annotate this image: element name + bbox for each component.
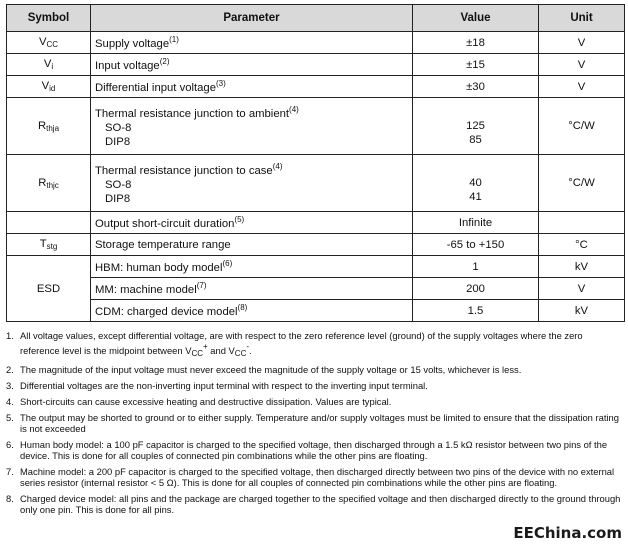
value-cell: 1 bbox=[413, 256, 539, 278]
unit-cell: °C/W bbox=[539, 155, 625, 212]
footnote-number: 3. bbox=[6, 380, 14, 391]
footnote-text: Differential voltages are the non-inverting input terminal with respect to the inverting input terminal. bbox=[20, 380, 428, 391]
symbol-cell bbox=[7, 54, 91, 76]
unit-cell: °C bbox=[539, 234, 625, 256]
parameter-cell bbox=[91, 54, 413, 76]
symbol: R bbox=[38, 176, 47, 189]
parameter-cell bbox=[91, 212, 413, 234]
footnote-ref: (8) bbox=[237, 303, 248, 312]
table-row-esd-mm bbox=[7, 278, 625, 300]
parameter-cell: Storage temperature range bbox=[91, 234, 413, 256]
package-label: SO-8 bbox=[105, 122, 132, 134]
footnote-number: 1. bbox=[6, 330, 14, 341]
footnote-ref: (4) bbox=[289, 105, 299, 114]
table-row-vcc bbox=[7, 32, 625, 54]
unit-cell: kV bbox=[539, 300, 625, 322]
symbol: T bbox=[39, 238, 47, 250]
parameter-text: CDM: charged device model bbox=[95, 306, 238, 318]
footnote-text: Short-circuits can cause excessive heating and destructive dissipation. Values are typical. bbox=[20, 396, 392, 407]
symbol-subscript: thjc bbox=[46, 180, 59, 190]
symbol-subscript: CC bbox=[46, 40, 59, 49]
symbol-subscript: i bbox=[51, 62, 54, 71]
value-so8: 40 bbox=[469, 177, 482, 189]
header-unit: Unit bbox=[539, 5, 625, 32]
symbol: V bbox=[43, 58, 52, 70]
value-cell bbox=[413, 98, 539, 155]
symbol-cell bbox=[7, 76, 91, 98]
footnote-ref: (2) bbox=[159, 57, 170, 66]
table-row-esd-hbm bbox=[7, 256, 625, 278]
symbol-subscript: stg bbox=[46, 242, 58, 251]
footnote-2 bbox=[6, 364, 622, 375]
watermark: EEChina.com bbox=[513, 524, 622, 542]
symbol-cell-esd: ESD bbox=[7, 256, 91, 322]
symbol-cell bbox=[7, 32, 91, 54]
table-row-esd-cdm bbox=[7, 300, 625, 322]
header-symbol: Symbol bbox=[7, 5, 91, 32]
parameter-text: Input voltage bbox=[95, 60, 160, 72]
unit-cell: kV bbox=[539, 256, 625, 278]
parameter-cell bbox=[91, 256, 413, 278]
footnote-number: 8. bbox=[6, 493, 14, 504]
symbol-subscript: thja bbox=[46, 123, 60, 133]
footnote-number: 6. bbox=[6, 439, 14, 450]
footnote-text: Machine model: a 200 pF capacitor is charged to the specified voltage, then discharged directly between two pins of the device with no external series resistor (internal resistor < 5 Ω). This is done for all couples of connected pin combinations while the other pins are floating. bbox=[20, 466, 615, 488]
table-row-rthja bbox=[7, 98, 625, 155]
value-cell: 1.5 bbox=[413, 300, 539, 322]
parameter-cell bbox=[91, 278, 413, 300]
parameter-text: MM: machine model bbox=[95, 284, 197, 296]
value-dip8: 85 bbox=[469, 134, 482, 146]
package-label: DIP8 bbox=[105, 193, 131, 205]
table-row-tstg bbox=[7, 234, 625, 256]
value-so8: 125 bbox=[466, 120, 485, 132]
value-dip8: 41 bbox=[469, 191, 482, 203]
table-row-rthjc bbox=[7, 155, 625, 212]
value-cell: 200 bbox=[413, 278, 539, 300]
parameter-cell bbox=[91, 300, 413, 322]
parameter-text: HBM: human body model bbox=[95, 262, 223, 274]
footnote-number: 4. bbox=[6, 396, 14, 407]
parameter-cell bbox=[91, 155, 413, 212]
symbol-subscript: id bbox=[49, 84, 56, 93]
parameter-text: Output short-circuit duration bbox=[95, 218, 235, 230]
symbol-cell bbox=[7, 155, 91, 212]
footnote-4 bbox=[6, 396, 622, 407]
value-cell: ±15 bbox=[413, 54, 539, 76]
value-cell: ±18 bbox=[413, 32, 539, 54]
value-cell: -65 to +150 bbox=[413, 234, 539, 256]
parameter-cell bbox=[91, 98, 413, 155]
table-row-short-circuit bbox=[7, 212, 625, 234]
unit-cell: V bbox=[539, 278, 625, 300]
footnote-5 bbox=[6, 412, 622, 434]
footnotes bbox=[6, 330, 622, 520]
parameter-cell bbox=[91, 32, 413, 54]
table-row-vid bbox=[7, 76, 625, 98]
value-cell: ±30 bbox=[413, 76, 539, 98]
absolute-maximum-ratings-table bbox=[6, 4, 625, 322]
footnote-6 bbox=[6, 439, 622, 461]
footnote-number: 2. bbox=[6, 364, 14, 375]
symbol: V bbox=[38, 36, 47, 48]
symbol-cell bbox=[7, 98, 91, 155]
footnote-number: 7. bbox=[6, 466, 14, 477]
unit-cell: V bbox=[539, 54, 625, 76]
unit-cell bbox=[539, 212, 625, 234]
parameter-cell bbox=[91, 76, 413, 98]
unit-cell: V bbox=[539, 32, 625, 54]
symbol: R bbox=[37, 119, 47, 132]
package-label: DIP8 bbox=[105, 136, 131, 148]
footnote-8 bbox=[6, 493, 622, 515]
symbol-cell bbox=[7, 234, 91, 256]
unit-cell: V bbox=[539, 76, 625, 98]
parameter-text: Thermal resistance junction to case bbox=[95, 165, 273, 177]
header-value: Value bbox=[413, 5, 539, 32]
symbol-cell bbox=[7, 212, 91, 234]
unit-cell: °C/W bbox=[539, 98, 625, 155]
value-cell bbox=[413, 155, 539, 212]
parameter-text: Differential input voltage bbox=[95, 82, 216, 94]
footnote-text: Charged device model: all pins and the package are charged together to the specified voltage and then discharged directly to the ground through only one pin. This is done for all pins. bbox=[20, 493, 621, 515]
parameter-text: Thermal resistance junction to ambient bbox=[95, 108, 290, 120]
footnote-number: 5. bbox=[6, 412, 14, 423]
footnote-7 bbox=[6, 466, 622, 488]
footnote-text: The output may be shorted to ground or to either supply. Temperature and/or supply voltages must be limited to ensure that the dissipation rating is not exceeded bbox=[20, 412, 619, 434]
footnote-ref: (7) bbox=[196, 281, 207, 290]
footnote-1 bbox=[6, 330, 622, 359]
table-header-row bbox=[7, 5, 625, 32]
footnote-ref: (4) bbox=[272, 162, 283, 171]
footnote-text: The magnitude of the input voltage must never exceed the magnitude of the supply voltage or 15 volts, whichever is less. bbox=[20, 364, 522, 375]
footnote-ref: (5) bbox=[234, 215, 245, 224]
footnote-3 bbox=[6, 380, 622, 391]
footnote-ref: (6) bbox=[222, 259, 233, 268]
footnote-ref: (1) bbox=[169, 35, 179, 44]
header-parameter: Parameter bbox=[91, 5, 413, 32]
value-cell: Infinite bbox=[413, 212, 539, 234]
footnote-text: Human body model: a 100 pF capacitor is charged to the specified voltage, then discharged through a 1.5 kΩ resistor between two pins of the device. This is done for all couples of connected pin combinations while the other pins are floating. bbox=[20, 439, 608, 461]
parameter-text: Supply voltage bbox=[95, 38, 170, 50]
footnote-text: All voltage values, except differential voltage, are with respect to the zero reference level (ground) of the supply voltages where the zero reference level is the midpoint between VCC+ and VCC-. bbox=[20, 330, 583, 358]
table-row-vi bbox=[7, 54, 625, 76]
symbol: V bbox=[41, 80, 50, 92]
footnote-ref: (3) bbox=[216, 79, 226, 88]
package-label: SO-8 bbox=[105, 179, 132, 191]
